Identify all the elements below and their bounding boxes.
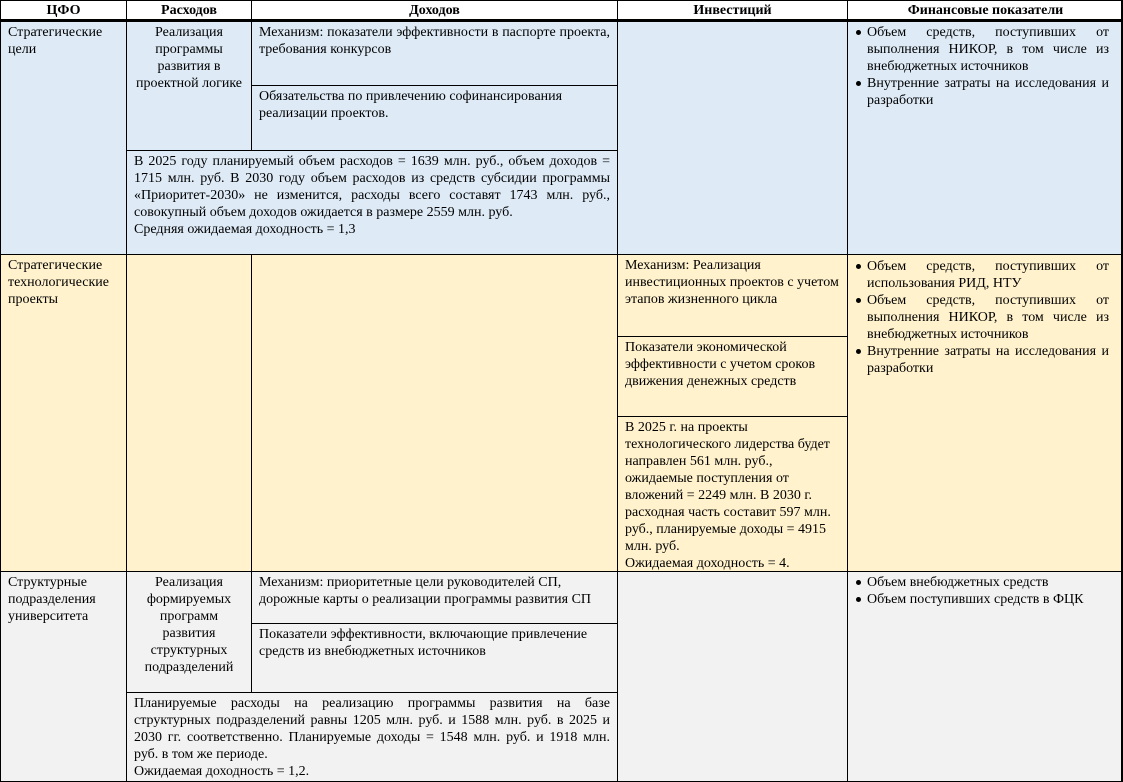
cfo-strategic-goals: Стратегические цели: [0, 21, 126, 254]
investments-efficiency-strategic-tech: Показатели экономической эффективности с учетом сроков движения денежных средств: [617, 336, 847, 416]
indicator-item: Внутренние затраты на исследования и разработки: [855, 75, 1109, 109]
cfo-strategic-tech: Стратегические технологические проекты: [0, 254, 126, 571]
cfo-structural-units: Структурные подразделения университета: [0, 571, 126, 782]
investments-strategic-goals: [617, 21, 847, 254]
yield-text: Ожидаемая доходность = 4.: [625, 556, 790, 571]
indicator-item: Объем средств, поступивших от выполнения НИКОР, в том числе из внебюджетных источников: [855, 24, 1109, 75]
bullet-icon: [856, 298, 861, 303]
yield-text: Средняя ожидаемая доходность = 1,3: [134, 222, 356, 237]
header-divider: [0, 19, 1123, 21]
expenses-strategic-goals: Реализация программы развития в проектной логике: [126, 21, 251, 150]
header-financial-indicators: Финансовые показатели: [847, 0, 1123, 21]
indicator-item: Объем средств, поступивших от использования РИД, НТУ: [855, 258, 1109, 292]
indicators-strategic-tech: [847, 254, 1123, 571]
bullet-icon: [856, 81, 861, 86]
indicator-item: Объем поступивших средств в ФЦК: [855, 591, 1109, 608]
revenues-obligations-strategic-goals: Обязательства по привлечению софинансирования реализации проектов.: [251, 85, 617, 150]
indicators-strategic-goals: [847, 21, 1123, 254]
revenues-mechanism-structural-units: Механизм: приоритетные цели руководителей СП, дорожные карты о реализации программы развития СП: [251, 571, 617, 623]
bullet-icon: [856, 264, 861, 269]
revenues-efficiency-structural-units: Показатели эффективности, включающие привлечение средств из внебюджетных источников: [251, 623, 617, 692]
header-expenses: Расходов: [126, 0, 251, 21]
indicator-item: Внутренние затраты на исследования и разработки: [855, 343, 1109, 377]
investments-summary-strategic-tech: [617, 416, 847, 571]
yield-text: Ожидаемая доходность = 1,2.: [134, 764, 310, 779]
revenues-mechanism-strategic-goals: Механизм: показатели эффективности в паспорте проекта, требования конкурсов: [251, 21, 617, 85]
expenses-structural-units: Реализация формируемых программ развития структурных подразделений: [126, 571, 251, 692]
investments-mechanism-strategic-tech: Механизм: Реализация инвестиционных проектов с учетом этапов жизненного цикла: [617, 254, 847, 336]
indicator-item: Объем средств, поступивших от выполнения НИКОР, в том числе из внебюджетных источников: [855, 292, 1109, 343]
summary-text: Планируемые расходы на реализацию программы развития на базе структурных подразделений равны 1205 млн. руб. и 1588 млн. руб. в 2025 и 2030 гг. соответственно. Планируемые доходы = 1548 млн. руб. и 1918 млн. руб. в том же периоде.: [134, 696, 610, 762]
bullet-icon: [856, 30, 861, 35]
header-cfo: ЦФО: [0, 0, 126, 21]
investments-structural-units: [617, 571, 847, 782]
expenses-strategic-tech: [126, 254, 251, 571]
summary-text: В 2025 году планируемый объем расходов = 1639 млн. руб., объем доходов = 1715 млн. руб. В 2030 году объем расходов из средств субсидии программы «Приоритет-2030» не изменится, расходы всего составят 1743 млн. руб., совокупный объем доходов ожидается в размере 2559 млн. руб.: [134, 154, 610, 220]
indicator-item: Объем внебюджетных средств: [855, 574, 1109, 591]
header-revenues: Доходов: [251, 0, 617, 21]
header-investments: Инвестиций: [617, 0, 847, 21]
indicators-structural-units: [847, 571, 1123, 782]
revenues-strategic-tech: [251, 254, 617, 571]
summary-text: В 2025 г. на проекты технологического лидерства будет направлен 561 млн. руб., ожидаемые поступления от вложений = 2249 млн. В 2030 г. расходная часть составит 597 млн. руб., планируемые доходы = 4915 млн. руб.: [625, 420, 831, 554]
bullet-icon: [856, 349, 861, 354]
summary-structural-units: [126, 692, 617, 782]
bullet-icon: [856, 597, 861, 602]
bullet-icon: [856, 580, 861, 585]
summary-strategic-goals: [126, 150, 617, 254]
